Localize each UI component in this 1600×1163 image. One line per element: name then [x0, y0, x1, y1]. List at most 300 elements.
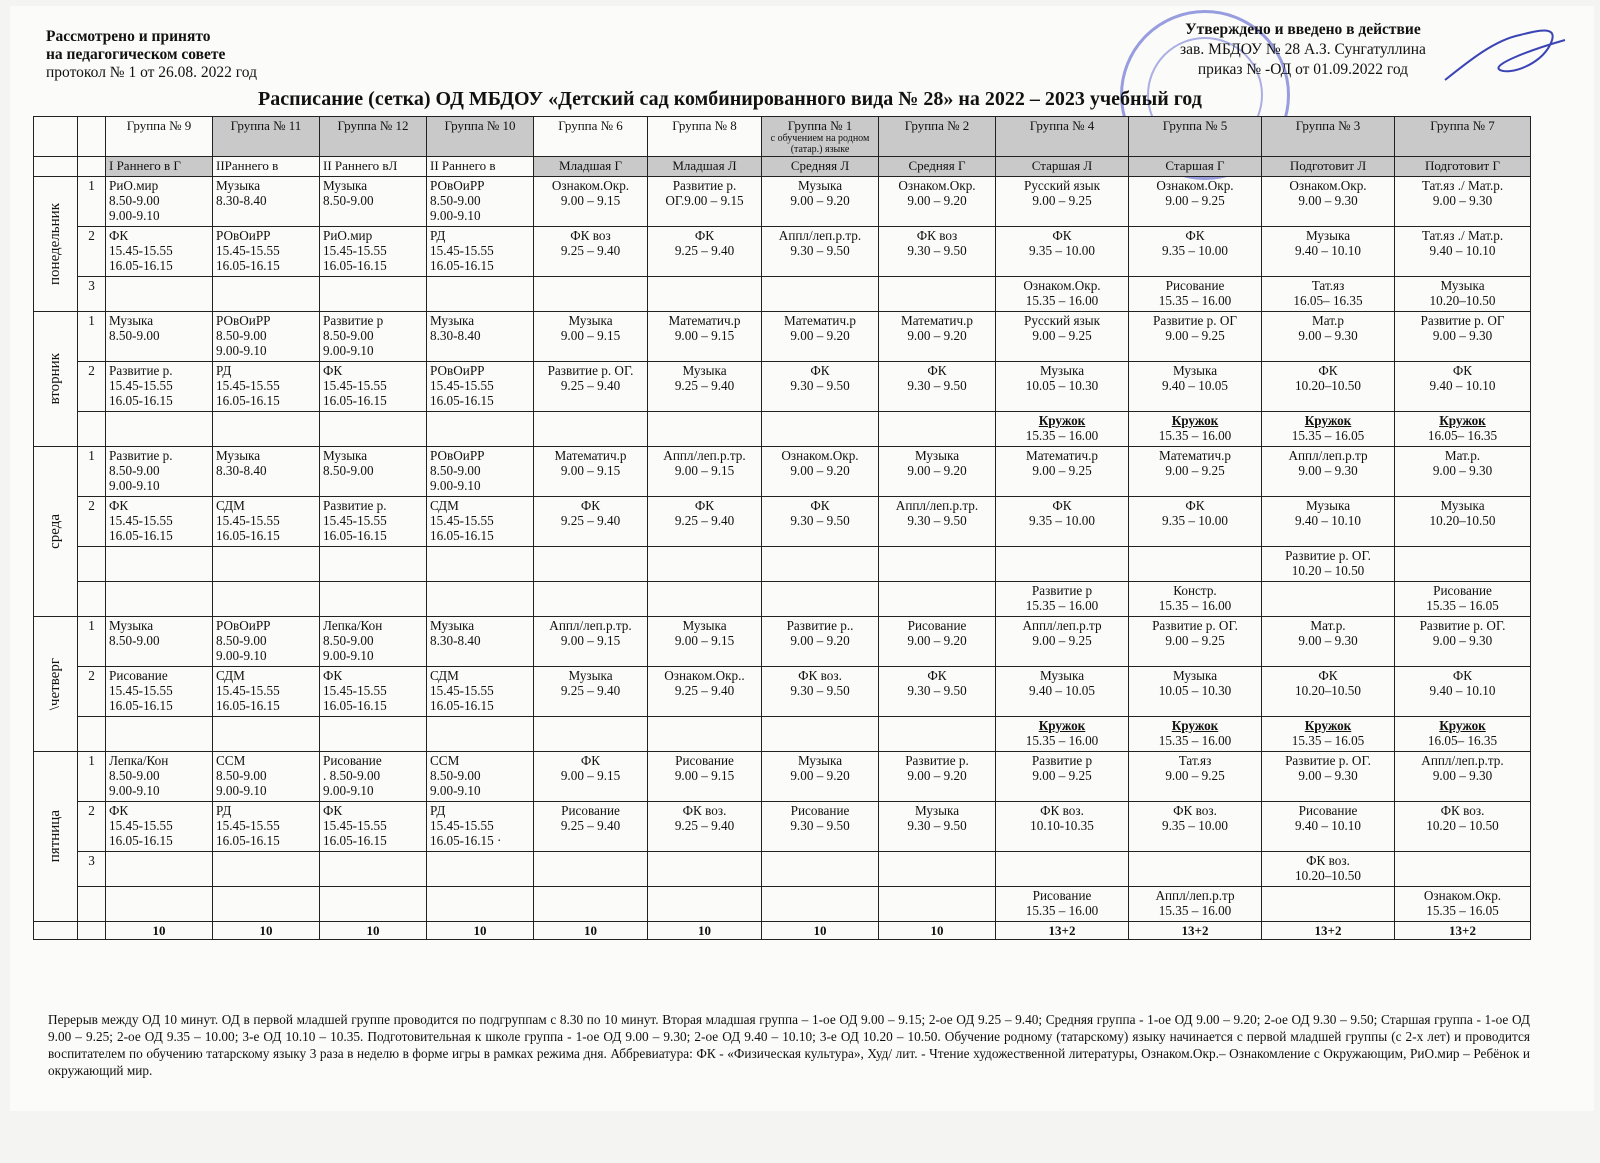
activity-name: ФК: [694, 498, 715, 513]
schedule-cell: [534, 277, 648, 312]
activity-time: 8.50-9.00: [109, 633, 160, 648]
activity-time: 8.50-9.00: [323, 193, 374, 208]
schedule-cell: [534, 852, 648, 887]
schedule-cell: [879, 362, 996, 412]
activity-time: 9.25 – 9.40: [674, 513, 735, 528]
schedule-cell: [1395, 312, 1531, 362]
activity-time: 10.05 – 10.30: [1025, 378, 1099, 393]
activity-time: 15.35 – 16.05: [1426, 903, 1499, 918]
schedule-cell: [1262, 887, 1395, 922]
schedule-cell: [320, 887, 427, 922]
activity-name: Рисование: [907, 618, 967, 633]
age-group-label: II Раннего вЛ: [320, 157, 427, 177]
activity-name: ФК воз: [570, 228, 611, 243]
schedule-cell: [213, 497, 320, 547]
activity-name: Аппл/леп.р.тр: [1022, 618, 1102, 633]
group-note: с обучением на родном (татар.) языке: [770, 133, 870, 155]
schedule-cell: [213, 447, 320, 497]
schedule-cell: [106, 447, 213, 497]
schedule-cell: [427, 362, 534, 412]
schedule-cell: [106, 277, 213, 312]
activity-name: Развитие р. ОГ.: [1152, 618, 1238, 633]
activity-name: Развитие р. ОГ: [1420, 313, 1505, 328]
activity-name: Аппл/леп.р.тр: [1288, 448, 1368, 463]
schedule-cell: [648, 412, 762, 447]
signature-mark: [1440, 20, 1570, 90]
group-header: [1395, 117, 1531, 157]
activity-time: 9.00 – 9.25: [1032, 328, 1092, 343]
schedule-cell: [1395, 852, 1531, 887]
activity-time: 9.00-9.10: [323, 783, 374, 798]
schedule-cell: [320, 852, 427, 887]
schedule-cell: [996, 582, 1129, 617]
schedule-cell: [996, 227, 1129, 277]
group-name: Группа № 12: [337, 118, 409, 133]
activity-time: 9.40 – 10.10: [1295, 818, 1361, 833]
activity-name: ФК воз: [916, 228, 958, 243]
schedule-cell: [1262, 227, 1395, 277]
lesson-number: 1: [78, 177, 106, 227]
activity-time: 16.05-16.15: [216, 258, 280, 273]
activity-name: РД: [216, 803, 232, 818]
activity-time: 9.00-9.10: [430, 478, 481, 493]
total-hours: 13+2: [1129, 922, 1262, 940]
day-label: [34, 447, 78, 617]
activity-time: 15.35 – 16.00: [1025, 903, 1099, 918]
activity-time: 9.00 – 9.25: [1165, 328, 1225, 343]
activity-time: 9.00 – 9.15: [560, 633, 621, 648]
schedule-cell: [879, 447, 996, 497]
group-header: [534, 117, 648, 157]
schedule-cell: [648, 617, 762, 667]
activity-name: Кружок: [1171, 718, 1219, 733]
schedule-cell: [648, 362, 762, 412]
activity-time: 9.00-9.10: [323, 648, 374, 663]
activity-time: 8.30-8.40: [216, 463, 267, 478]
total-hours: 10: [320, 922, 427, 940]
activity-time: 9.00 – 9.15: [560, 463, 621, 478]
activity-name: Математич.р: [1026, 448, 1098, 463]
group-name: Группа № 8: [672, 118, 737, 133]
activity-name: Музыка: [430, 313, 475, 328]
activity-name: Тат.яз: [1311, 278, 1345, 293]
activity-name: Музыка: [1039, 668, 1085, 683]
group-name: Группа № 1: [787, 118, 853, 133]
activity-time: 16.05-16.15: [216, 833, 280, 848]
schedule-cell: [534, 412, 648, 447]
activity-time: 9.25 – 9.40: [560, 378, 621, 393]
schedule-cell: [996, 177, 1129, 227]
activity-name: РиО.мир: [109, 178, 159, 193]
day-name: понедельник: [47, 203, 63, 285]
activity-time: 15.45-15.55: [323, 378, 387, 393]
schedule-cell: [320, 447, 427, 497]
activity-name: ФК: [580, 753, 601, 768]
activity-time: 8.30-8.40: [430, 328, 481, 343]
activity-name: Аппл/леп.р.тр: [1155, 888, 1235, 903]
day-name: пятница: [47, 810, 63, 863]
activity-time: 9.30 – 9.50: [907, 513, 967, 528]
activity-time: 9.00 – 9.20: [790, 633, 850, 648]
schedule-cell: [106, 177, 213, 227]
schedule-cell: [879, 277, 996, 312]
activity-name: ФК: [927, 668, 947, 683]
schedule-cell: [106, 667, 213, 717]
activity-time: 9.00-9.10: [109, 478, 160, 493]
activity-name: Развитие р.: [109, 448, 173, 463]
activity-time: 8.50-9.00: [216, 633, 267, 648]
activity-name: ФК: [109, 803, 129, 818]
activity-name: Аппл/леп.р.тр.: [549, 618, 632, 633]
activity-name: ФК: [810, 498, 830, 513]
activity-time: 15.35 – 16.00: [1025, 598, 1099, 613]
activity-name: Кружок: [1439, 413, 1486, 428]
activity-time: 9.40 – 10.10: [1429, 243, 1496, 258]
activity-name: Ознаком.Окр.: [898, 178, 976, 193]
activity-time: 9.30 – 9.50: [907, 243, 967, 258]
approval-line: Утверждено и введено в действие: [1185, 21, 1421, 38]
activity-name: ФК: [1185, 498, 1205, 513]
activity-time: 9.00 – 9.15: [560, 328, 621, 343]
schedule-cell: [427, 447, 534, 497]
corner-cell: [34, 117, 78, 157]
activity-time: 9.00 – 9.20: [907, 328, 967, 343]
activity-time: 15.45-15.55: [323, 818, 387, 833]
activity-time: 9.25 – 9.40: [674, 243, 735, 258]
activity-time: 8.50-9.00: [323, 633, 374, 648]
schedule-cell: [1129, 582, 1262, 617]
footnote: Перерыв между ОД 10 минут. ОД в первой младшей группе проводится по подгруппам с 8.30 по 10 минут. Вторая младшая группа – 1-ое ОД 9.00 – 9.15; 2-ое ОД 9.25 – 9.40; Средняя группа - 1-ое ОД 9.00 – 9.20; 2-ое ОД 9.30 – 9.50; Старшая группа - 1-ое ОД 9.00 – 9.25; 2-ое ОД 9.35 – 10.00; 3-е ОД 10.10 – 10.35. Подготовительная к школе группа - 1-ое ОД 9.00 – 9.30; 2-ое ОД 9.40 – 10.10; 3-е ОД 10.20 – 10.50. Обучение родному (татарскому) языку начинается с первой младшей группы (с 2-х лет) и проводится воспитателем по обучению татарскому языку 3 раза в неделю в форме игры в рамках режима дня. Аббревиатура: ФК - «Физическая культура», Худ/ лит. - Чтение художественной литературы, Ознаком.Окр.– Ознакомление с Окружающим, РиО.мир – Ребёнок и окружающий мир.: [48, 1012, 1530, 1078]
activity-name: Музыка: [682, 363, 727, 378]
activity-name: Аппл/леп.р.тр.: [778, 228, 862, 243]
activity-time: 8.50-9.00: [109, 328, 160, 343]
lesson-number: [78, 582, 106, 617]
group-header: [320, 117, 427, 157]
schedule-cell: [534, 227, 648, 277]
activity-time: 8.50-9.00: [109, 463, 160, 478]
activity-time: 10.20–10.50: [1295, 683, 1361, 698]
activity-name: РОвОиРР: [216, 313, 271, 328]
activity-time: 15.45-15.55: [216, 818, 280, 833]
schedule-cell: [320, 717, 427, 752]
schedule-cell: [1395, 412, 1531, 447]
activity-time: 16.05-16.15: [323, 528, 387, 543]
schedule-cell: [534, 312, 648, 362]
activity-time: 9.25 – 9.40: [560, 513, 621, 528]
activity-name: Русский язык: [1024, 178, 1100, 193]
activity-name: ФК: [694, 228, 715, 243]
group-header: [879, 117, 996, 157]
activity-time: 15.45-15.55: [109, 513, 173, 528]
group-header: [762, 117, 879, 157]
activity-time: 9.30 – 9.50: [790, 513, 850, 528]
activity-name: Констр.: [1173, 583, 1217, 598]
activity-name: Ознаком.Окр.: [1423, 888, 1502, 903]
activity-name: Музыка: [1172, 363, 1218, 378]
schedule-cell: [648, 582, 762, 617]
activity-time: 15.45-15.55: [323, 243, 387, 258]
activity-time: 9.40 – 10.10: [1295, 513, 1361, 528]
activity-name: СДМ: [216, 668, 245, 683]
schedule-cell: [427, 582, 534, 617]
activity-time: 9.00-9.10: [430, 783, 481, 798]
schedule-cell: [1129, 312, 1262, 362]
lesson-number: [78, 547, 106, 582]
activity-name: Рисование: [109, 668, 168, 683]
activity-time: 16.05– 16.35: [1427, 428, 1498, 443]
schedule-cell: [1395, 362, 1531, 412]
activity-name: Музыка: [109, 313, 154, 328]
schedule-cell: [1129, 412, 1262, 447]
total-hours: 10: [762, 922, 879, 940]
activity-time: 15.35 – 16.00: [1158, 598, 1232, 613]
activity-time: 9.00 – 9.20: [790, 768, 850, 783]
schedule-cell: [1129, 802, 1262, 852]
schedule-cell: [427, 497, 534, 547]
activity-name: СДМ: [430, 668, 459, 683]
activity-time: 15.45-15.55: [109, 818, 173, 833]
activity-time: 9.00 – 9.20: [907, 633, 967, 648]
activity-name: Ознаком.Окр.: [781, 448, 859, 463]
activity-time: 9.35 – 10.00: [1029, 243, 1095, 258]
schedule-cell: [427, 227, 534, 277]
activity-time: 9.00 – 9.15: [674, 328, 735, 343]
schedule-cell: [427, 887, 534, 922]
schedule-cell: [996, 887, 1129, 922]
schedule-cell: [996, 277, 1129, 312]
schedule-cell: [534, 582, 648, 617]
activity-name: Музыка: [216, 178, 261, 193]
activity-time: 9.25 – 9.40: [674, 683, 735, 698]
activity-time: 9.00-9.10: [109, 783, 160, 798]
schedule-cell: [427, 412, 534, 447]
activity-name: Развитие р.: [109, 363, 173, 378]
activity-time: 9.00-9.10: [430, 208, 481, 223]
activity-name: Музыка: [216, 448, 261, 463]
activity-time: 9.00-9.10: [216, 343, 267, 358]
total-hours: 13+2: [1395, 922, 1531, 940]
group-name: Группа № 10: [444, 118, 516, 133]
activity-time: 16.05-16.15: [109, 393, 173, 408]
activity-time: 8.30-8.40: [216, 193, 267, 208]
activity-name: Рисование: [1165, 278, 1225, 293]
schedule-cell: [762, 852, 879, 887]
schedule-cell: [648, 277, 762, 312]
activity-name: ССМ: [216, 753, 246, 768]
activity-name: РД: [430, 228, 446, 243]
activity-time: 9.00 – 9.30: [1432, 633, 1493, 648]
activity-name: ФК: [1052, 498, 1072, 513]
activity-name: СДМ: [430, 498, 459, 513]
total-hours: 10: [213, 922, 320, 940]
schedule-cell: [879, 547, 996, 582]
schedule-cell: [762, 667, 879, 717]
activity-time: 9.00 – 9.30: [1298, 768, 1358, 783]
activity-time: 15.35 – 16.00: [1158, 428, 1232, 443]
schedule-cell: [996, 447, 1129, 497]
activity-time: 9.00-9.10: [109, 208, 160, 223]
activity-name: Музыка: [430, 618, 475, 633]
schedule-cell: [320, 227, 427, 277]
activity-time: 10.20 – 10.50: [1426, 818, 1499, 833]
schedule-cell: [1395, 617, 1531, 667]
lesson-number: [78, 887, 106, 922]
schedule-cell: [106, 752, 213, 802]
activity-name: Ознаком.Окр.: [1289, 178, 1367, 193]
activity-time: 9.30 – 9.50: [907, 378, 967, 393]
activity-time: 15.45-15.55: [216, 683, 280, 698]
activity-name: Кружок: [1304, 718, 1352, 733]
activity-name: РОвОиРР: [216, 618, 271, 633]
schedule-cell: [879, 412, 996, 447]
schedule-cell: [879, 177, 996, 227]
activity-time: 9.35 – 10.00: [1029, 513, 1095, 528]
age-group-label: Старшая Л: [996, 157, 1129, 177]
activity-time: 16.05-16.15: [430, 528, 494, 543]
schedule-cell: [762, 227, 879, 277]
schedule-cell: [1395, 887, 1531, 922]
total-hours: 10: [106, 922, 213, 940]
schedule-cell: [996, 547, 1129, 582]
schedule-cell: [996, 362, 1129, 412]
activity-time: 9.00 – 9.30: [1298, 193, 1358, 208]
activity-time: 15.45-15.55: [109, 243, 173, 258]
day-label: [34, 617, 78, 752]
schedule-cell: [762, 412, 879, 447]
activity-name: Развитие р. ОГ.: [1285, 548, 1371, 563]
activity-name: Тат.яз: [1178, 753, 1212, 768]
activity-name: ФК: [109, 498, 129, 513]
activity-time: 9.00 – 9.20: [790, 463, 850, 478]
activity-time: 15.45-15.55: [216, 243, 280, 258]
activity-name: Развитие р: [1031, 753, 1093, 768]
schedule-cell: [1129, 852, 1262, 887]
activity-name: ФК: [1452, 363, 1473, 378]
schedule-cell: [1262, 547, 1395, 582]
activity-time: 15.45-15.55: [430, 243, 494, 258]
activity-time: 15.45-15.55: [430, 378, 494, 393]
activity-name: ФК: [323, 803, 343, 818]
schedule-cell: [762, 582, 879, 617]
activity-time: 15.35 – 16.05: [1291, 428, 1365, 443]
schedule-cell: [762, 497, 879, 547]
activity-time: 15.35 – 16.05: [1426, 598, 1499, 613]
schedule-cell: [213, 852, 320, 887]
group-header: [106, 117, 213, 157]
activity-time: 9.00-9.10: [323, 343, 374, 358]
lesson-number: [78, 412, 106, 447]
activity-name: ФК: [1185, 228, 1205, 243]
schedule-cell: [534, 447, 648, 497]
activity-time: 8.50-9.00: [430, 768, 481, 783]
activity-time: 9.30 – 9.50: [907, 818, 967, 833]
schedule-cell: [534, 887, 648, 922]
activity-name: Музыка: [1039, 363, 1085, 378]
schedule-cell: [213, 717, 320, 752]
schedule-cell: [1262, 752, 1395, 802]
activity-time: 10.20–10.50: [1295, 378, 1361, 393]
schedule-cell: [106, 227, 213, 277]
activity-time: 15.35 – 16.00: [1025, 733, 1099, 748]
activity-time: 10.20–10.50: [1295, 868, 1361, 883]
activity-time: 9.00 – 9.15: [674, 633, 735, 648]
activity-time: 9.00 – 9.30: [1432, 328, 1493, 343]
group-header: [213, 117, 320, 157]
schedule-cell: [213, 547, 320, 582]
schedule-cell: [427, 312, 534, 362]
activity-time: 9.00 – 9.25: [1165, 633, 1225, 648]
schedule-cell: [320, 362, 427, 412]
schedule-cell: [213, 227, 320, 277]
schedule-cell: [1262, 412, 1395, 447]
lesson-number: [78, 717, 106, 752]
total-hours: 10: [534, 922, 648, 940]
schedule-cell: [1395, 717, 1531, 752]
activity-time: 15.45-15.55: [430, 683, 494, 698]
total-hours: 10: [879, 922, 996, 940]
activity-time: 15.45-15.55: [430, 818, 494, 833]
schedule-cell: [1262, 447, 1395, 497]
activity-time: 16.05-16.15: [323, 393, 387, 408]
activity-name: Математич.р: [901, 313, 973, 328]
schedule-cell: [648, 667, 762, 717]
activity-time: 15.35 – 16.00: [1158, 903, 1232, 918]
schedule-cell: [320, 752, 427, 802]
schedule-cell: [1262, 497, 1395, 547]
schedule-cell: [1129, 887, 1262, 922]
activity-name: Музыка: [568, 313, 613, 328]
day-name: \четверг: [47, 657, 63, 711]
schedule-cell: [1262, 277, 1395, 312]
activity-time: 16.05-16.15: [109, 528, 173, 543]
lesson-number: 2: [78, 802, 106, 852]
activity-name: ФК: [323, 363, 343, 378]
activity-time: 10.20–10.50: [1429, 513, 1496, 528]
activity-time: 9.00-9.10: [216, 648, 267, 663]
schedule-cell: [427, 717, 534, 752]
activity-name: ФК воз.: [1173, 803, 1217, 818]
activity-name: Кружок: [1304, 413, 1352, 428]
corner-cell: [34, 157, 78, 177]
activity-name: Рисование: [790, 803, 850, 818]
day-label: [34, 752, 78, 922]
activity-name: Ознаком.Окр..: [664, 668, 745, 683]
activity-time: 9.00 – 9.25: [1032, 193, 1092, 208]
activity-time: 9.40 – 10.10: [1429, 683, 1496, 698]
activity-time: 15.35 – 16.00: [1025, 293, 1099, 308]
group-header: [648, 117, 762, 157]
schedule-cell: [762, 887, 879, 922]
activity-time: 8.50-9.00: [109, 193, 160, 208]
activity-time: 9.35 – 10.00: [1162, 818, 1228, 833]
schedule-cell: [762, 277, 879, 312]
schedule-cell: [648, 497, 762, 547]
schedule-cell: [1129, 497, 1262, 547]
lesson-number: 1: [78, 447, 106, 497]
age-group-label: IIРаннего в: [213, 157, 320, 177]
activity-time: 16.05-16.15: [216, 393, 280, 408]
corner-cell: [78, 922, 106, 940]
activity-name: Развитие р. ОГ.: [1285, 753, 1371, 768]
schedule-cell: [1262, 582, 1395, 617]
schedule-cell: [320, 667, 427, 717]
activity-name: Музыка: [1305, 228, 1351, 243]
page-title: Расписание (сетка) ОД МБДОУ «Детский сад комбинированного вида № 28» на 2022 – 2023 учебный год: [258, 88, 1202, 110]
activity-name: Кружок: [1038, 718, 1086, 733]
schedule-cell: [996, 802, 1129, 852]
activity-time: 9.40 – 10.05: [1029, 683, 1095, 698]
age-group-label: I Раннего в Г: [106, 157, 213, 177]
